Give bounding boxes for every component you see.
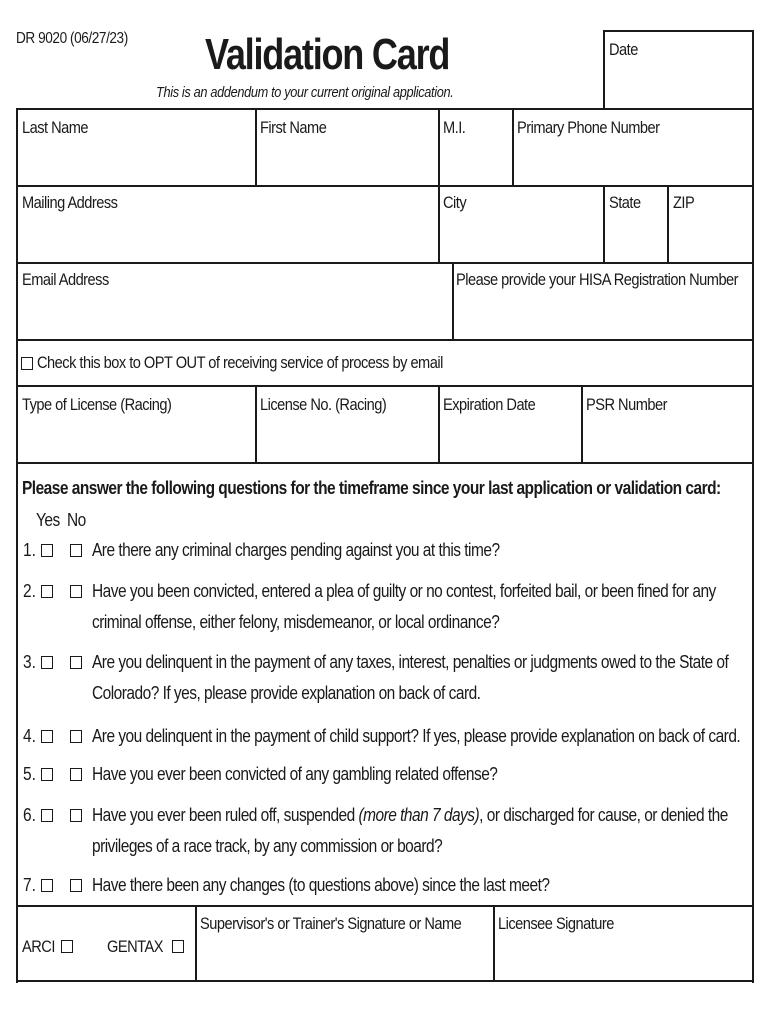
q6-no-checkbox[interactable] (70, 809, 82, 822)
license-number-field[interactable] (259, 418, 434, 460)
q3-yes-checkbox[interactable] (41, 656, 53, 669)
q5-yes-checkbox[interactable] (41, 768, 53, 781)
question-number: 2. (23, 581, 36, 601)
arci-checkbox[interactable] (61, 940, 73, 953)
phone-label: Primary Phone Number (517, 118, 660, 137)
question-number: 1. (23, 540, 36, 560)
last-name-label: Last Name (22, 118, 89, 137)
psr-number-field[interactable] (585, 418, 748, 460)
no-column-label: No (67, 510, 86, 530)
page-subtitle: This is an addendum to your current original application. (156, 84, 454, 101)
q2-yes-checkbox[interactable] (41, 585, 53, 598)
opt-out-checkbox[interactable] (21, 357, 33, 370)
q5-no-checkbox[interactable] (70, 768, 82, 781)
psr-number-label: PSR Number (586, 395, 667, 414)
yes-column-label: Yes (36, 510, 60, 530)
city-field[interactable] (442, 215, 599, 259)
date-field[interactable] (610, 62, 748, 104)
first-name-field[interactable] (259, 140, 434, 182)
arci-label: ARCI (22, 937, 55, 956)
zip-label: ZIP (673, 193, 695, 212)
mailing-address-field[interactable] (20, 215, 434, 259)
q2-no-checkbox[interactable] (70, 585, 82, 598)
question-text: Have there been any changes (to questions above) since the last meet? (92, 875, 550, 895)
hisa-label: Please provide your HISA Registration Number (456, 270, 739, 289)
city-label: City (443, 193, 467, 212)
gentax-checkbox[interactable] (172, 940, 184, 953)
q4-yes-checkbox[interactable] (41, 730, 53, 743)
date-label: Date (609, 40, 638, 59)
last-name-field[interactable] (20, 140, 250, 182)
q1-yes-checkbox[interactable] (41, 544, 53, 557)
question-text: Are you delinquent in the payment of child support? If yes, please provide explanation on back of card. (92, 726, 741, 746)
q7-no-checkbox[interactable] (70, 879, 82, 892)
gentax-label: GENTAX (107, 937, 163, 956)
form-number: DR 9020 (06/27/23) (16, 30, 128, 47)
email-label: Email Address (22, 270, 109, 289)
question-text: privileges of a race track, by any commission or board? (92, 836, 443, 856)
middle-initial-label: M.I. (443, 118, 466, 137)
question-text: Have you ever been ruled off, suspended (more than 7 days), or discharged for cause, or denied the (92, 805, 728, 825)
expiration-date-label: Expiration Date (443, 395, 536, 414)
license-type-field[interactable] (20, 418, 250, 460)
licensee-signature-label: Licensee Signature (498, 914, 614, 933)
question-number: 3. (23, 652, 36, 672)
middle-initial-field[interactable] (442, 140, 508, 182)
page-title: Validation Card (205, 30, 450, 79)
mailing-address-label: Mailing Address (22, 193, 118, 212)
supervisor-signature-label: Supervisor's or Trainer's Signature or Name (200, 914, 462, 933)
q3-no-checkbox[interactable] (70, 656, 82, 669)
question-text: Have you been convicted, entered a plea of guilty or no contest, forfeited bail, or been fined for any (92, 581, 716, 601)
question-number: 4. (23, 726, 36, 746)
first-name-label: First Name (260, 118, 327, 137)
question-text: Colorado? If yes, please provide explanation on back of card. (92, 683, 481, 703)
question-text: Have you ever been convicted of any gambling related offense? (92, 764, 498, 784)
supervisor-signature-field[interactable] (199, 938, 489, 978)
question-number: 5. (23, 764, 36, 784)
email-field[interactable] (20, 292, 448, 336)
phone-field[interactable] (516, 140, 748, 182)
question-number: 6. (23, 805, 36, 825)
questions-heading: Please answer the following questions for the timeframe since your last application or validation card: (22, 478, 721, 498)
state-label: State (609, 193, 641, 212)
opt-out-label: Check this box to OPT OUT of receiving service of process by email (37, 353, 443, 372)
question-text: Are there any criminal charges pending against you at this time? (92, 540, 500, 560)
zip-field[interactable] (671, 215, 749, 259)
question-number: 7. (23, 875, 36, 895)
question-text: Are you delinquent in the payment of any taxes, interest, penalties or judgments owed to the State of (92, 652, 729, 672)
licensee-signature-field[interactable] (497, 938, 748, 978)
license-type-label: Type of License (Racing) (22, 395, 172, 414)
state-field[interactable] (607, 215, 663, 259)
license-number-label: License No. (Racing) (260, 395, 387, 414)
q6-yes-checkbox[interactable] (41, 809, 53, 822)
q7-yes-checkbox[interactable] (41, 879, 53, 892)
expiration-date-field[interactable] (442, 418, 577, 460)
q4-no-checkbox[interactable] (70, 730, 82, 743)
q1-no-checkbox[interactable] (70, 544, 82, 557)
question-text: criminal offense, either felony, misdemeanor, or local ordinance? (92, 612, 500, 632)
hisa-field[interactable] (456, 292, 748, 336)
